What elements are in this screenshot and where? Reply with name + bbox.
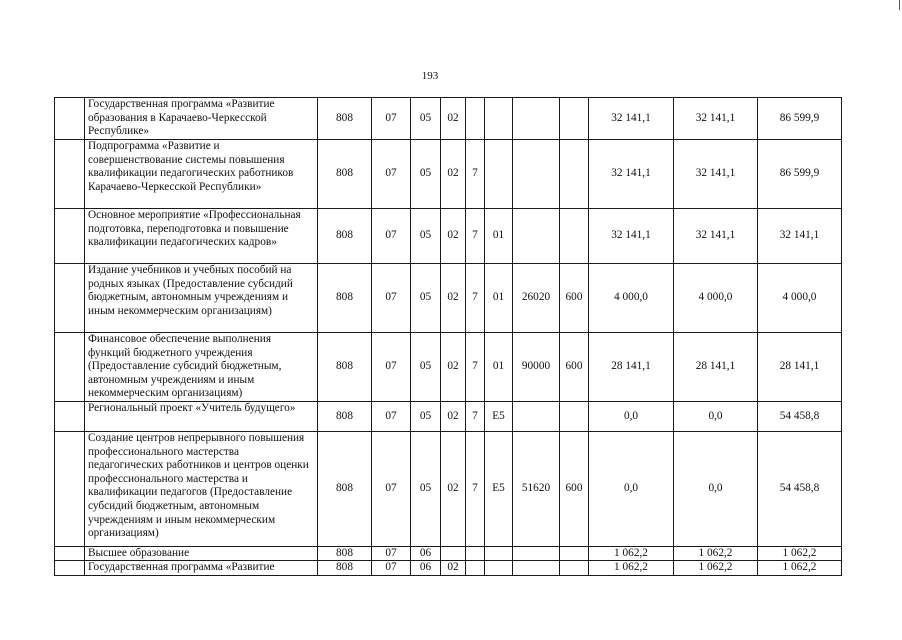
section-cell: 07 (372, 264, 411, 333)
direction-cell: 90000 (513, 333, 560, 402)
row-number-cell (55, 561, 85, 576)
direction-cell (513, 402, 560, 432)
amount-year3-cell: 32 141,1 (758, 209, 842, 264)
subprogram-cell (466, 98, 485, 140)
row-name-cell: Региональный проект «Учитель будущего» (85, 402, 318, 432)
amount-year3-cell: 28 141,1 (758, 333, 842, 402)
row-number-cell (55, 333, 85, 402)
direction-cell (513, 561, 560, 576)
row-number-cell (55, 432, 85, 547)
subsection-cell: 05 (411, 264, 441, 333)
direction-cell (513, 209, 560, 264)
amount-year2-cell: 32 141,1 (674, 98, 758, 140)
program-cell: 02 (441, 209, 466, 264)
amount-year2-cell: 28 141,1 (674, 333, 758, 402)
table-row (55, 264, 842, 333)
expense-type-cell (560, 561, 589, 576)
expense-type-cell: 600 (560, 264, 589, 333)
section-cell: 07 (372, 561, 411, 576)
amount-year1-cell: 0,0 (589, 432, 674, 547)
grbs-cell: 808 (318, 333, 372, 402)
table-row (55, 140, 842, 209)
expense-type-cell (560, 547, 589, 561)
program-cell: 02 (441, 140, 466, 209)
program-cell: 02 (441, 402, 466, 432)
amount-year3-cell: 4 000,0 (758, 264, 842, 333)
expense-type-cell (560, 98, 589, 140)
event-cell (485, 140, 513, 209)
amount-year3-cell: 86 599,9 (758, 140, 842, 209)
section-cell: 07 (372, 209, 411, 264)
amount-year1-cell: 1 062,2 (589, 561, 674, 576)
row-number-cell (55, 140, 85, 209)
amount-year1-cell: 4 000,0 (589, 264, 674, 333)
amount-year1-cell: 32 141,1 (589, 98, 674, 140)
subsection-cell: 05 (411, 432, 441, 547)
subsection-cell: 05 (411, 209, 441, 264)
table-row (55, 547, 842, 561)
event-cell: E5 (485, 402, 513, 432)
grbs-cell: 808 (318, 561, 372, 576)
event-cell (485, 98, 513, 140)
table-row (55, 98, 842, 140)
section-cell: 07 (372, 140, 411, 209)
table-row (55, 561, 842, 576)
row-name-cell: Государственная программа «Развитие образования в Карачаево-Черкесской Республике» (85, 98, 318, 140)
row-number-cell (55, 402, 85, 432)
amount-year2-cell: 1 062,2 (674, 547, 758, 561)
table-row (55, 209, 842, 264)
subsection-cell: 05 (411, 402, 441, 432)
direction-cell: 51620 (513, 432, 560, 547)
subsection-cell: 05 (411, 140, 441, 209)
expense-type-cell: 600 (560, 333, 589, 402)
amount-year1-cell: 28 141,1 (589, 333, 674, 402)
row-name-cell: Финансовое обеспечение выполнения функций бюджетного учреждения (Предоставление субсидий бюджетным, автономным учреждениям и иным некоммерческим организациям) (85, 333, 318, 402)
subprogram-cell: 7 (466, 264, 485, 333)
subprogram-cell: 7 (466, 140, 485, 209)
section-cell: 07 (372, 402, 411, 432)
row-name-cell: Государственная программа «Развитие (85, 561, 318, 576)
event-cell: E5 (485, 432, 513, 547)
subprogram-cell (466, 561, 485, 576)
grbs-cell: 808 (318, 98, 372, 140)
section-cell: 07 (372, 98, 411, 140)
subprogram-cell (466, 547, 485, 561)
table-row (55, 432, 842, 547)
direction-cell (513, 98, 560, 140)
budget-table (54, 97, 842, 576)
amount-year1-cell: 0,0 (589, 402, 674, 432)
row-number-cell (55, 264, 85, 333)
program-cell: 02 (441, 98, 466, 140)
section-cell: 07 (372, 547, 411, 561)
row-name-cell: Высшее образование (85, 547, 318, 561)
amount-year2-cell: 32 141,1 (674, 140, 758, 209)
amount-year3-cell: 1 062,2 (758, 561, 842, 576)
subprogram-cell: 7 (466, 209, 485, 264)
grbs-cell: 808 (318, 140, 372, 209)
amount-year1-cell: 32 141,1 (589, 140, 674, 209)
amount-year2-cell: 0,0 (674, 402, 758, 432)
amount-year1-cell: 32 141,1 (589, 209, 674, 264)
grbs-cell: 808 (318, 209, 372, 264)
event-cell (485, 561, 513, 576)
direction-cell (513, 140, 560, 209)
page-number: 193 (421, 70, 439, 82)
grbs-cell: 808 (318, 432, 372, 547)
program-cell: 02 (441, 561, 466, 576)
budget-table-body (55, 98, 842, 576)
direction-cell (513, 547, 560, 561)
amount-year3-cell: 86 599,9 (758, 98, 842, 140)
row-name-cell: Основное мероприятие «Профессиональная подготовка, переподготовка и повышение квалификации педагогических кадров» (85, 209, 318, 264)
row-number-cell (55, 209, 85, 264)
row-name-cell: Издание учебников и учебных пособий на родных языках (Предоставление субсидий бюджетным, автономным учреждениям и иным некоммерческим организациям) (85, 264, 318, 333)
amount-year3-cell: 1 062,2 (758, 547, 842, 561)
amount-year3-cell: 54 458,8 (758, 402, 842, 432)
event-cell: 01 (485, 209, 513, 264)
event-cell: 01 (485, 333, 513, 402)
table-row (55, 333, 842, 402)
row-number-cell (55, 98, 85, 140)
subsection-cell: 06 (411, 561, 441, 576)
expense-type-cell (560, 402, 589, 432)
grbs-cell: 808 (318, 402, 372, 432)
program-cell: 02 (441, 432, 466, 547)
program-cell: 02 (441, 264, 466, 333)
subprogram-cell: 7 (466, 333, 485, 402)
expense-type-cell: 600 (560, 432, 589, 547)
amount-year1-cell: 1 062,2 (589, 547, 674, 561)
amount-year2-cell: 0,0 (674, 432, 758, 547)
row-name-cell: Подпрограмма «Развитие и совершенствование системы повышения квалификации педагогических работников Карачаево-Черкесской Республики» (85, 140, 318, 209)
program-cell: 02 (441, 333, 466, 402)
amount-year2-cell: 32 141,1 (674, 209, 758, 264)
subsection-cell: 05 (411, 98, 441, 140)
subsection-cell: 05 (411, 333, 441, 402)
amount-year3-cell: 54 458,8 (758, 432, 842, 547)
section-cell: 07 (372, 333, 411, 402)
table-row (55, 402, 842, 432)
subsection-cell: 06 (411, 547, 441, 561)
amount-year2-cell: 4 000,0 (674, 264, 758, 333)
section-cell: 07 (372, 432, 411, 547)
expense-type-cell (560, 209, 589, 264)
subprogram-cell: 7 (466, 402, 485, 432)
row-number-cell (55, 547, 85, 561)
amount-year2-cell: 1 062,2 (674, 561, 758, 576)
event-cell (485, 547, 513, 561)
subprogram-cell: 7 (466, 432, 485, 547)
direction-cell: 26020 (513, 264, 560, 333)
event-cell: 01 (485, 264, 513, 333)
row-name-cell: Создание центров непрерывного повышения профессионального мастерства педагогических работников и центров оценки профессионального мастерства и квалификации педагогов (Предоставление субсидий бюджетным, автономным учреждениям и иным некоммерческим организациям) (85, 432, 318, 547)
scan-edge-mark (899, 0, 900, 10)
grbs-cell: 808 (318, 264, 372, 333)
grbs-cell: 808 (318, 547, 372, 561)
program-cell (441, 547, 466, 561)
expense-type-cell (560, 140, 589, 209)
